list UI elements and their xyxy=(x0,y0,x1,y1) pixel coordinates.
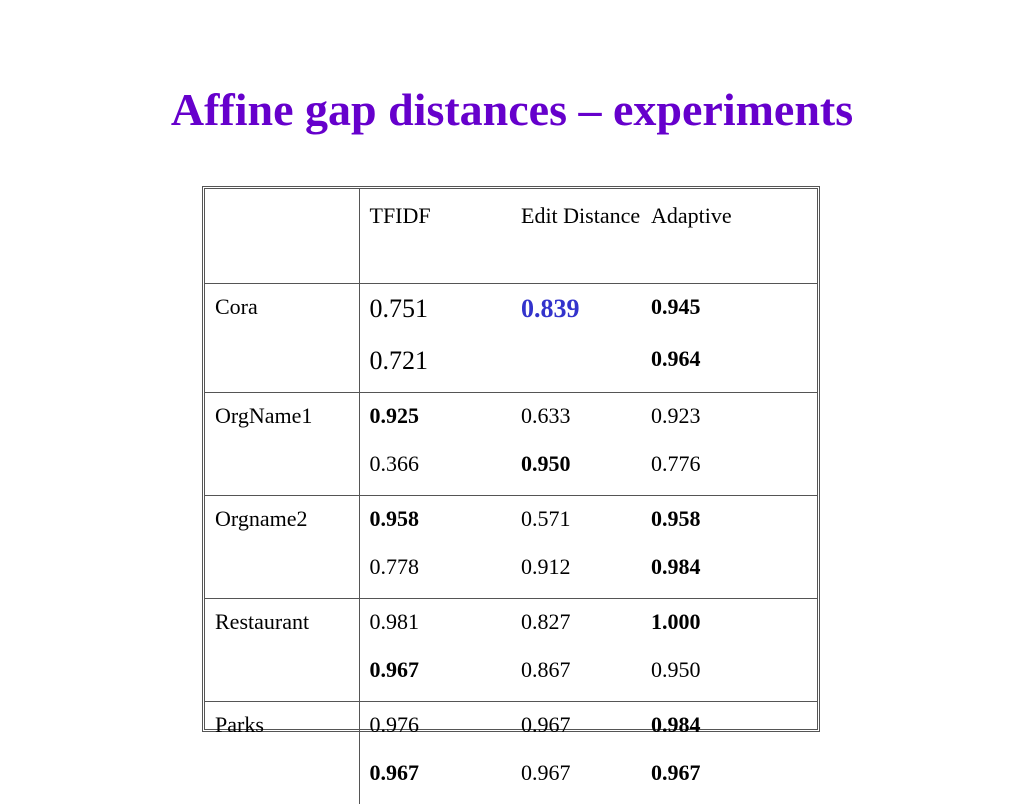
header-tfidf: TFIDF xyxy=(359,189,511,284)
cell-parks-edit-1: 0.967 xyxy=(511,702,641,757)
dataset-label-parks: Parks xyxy=(205,702,359,804)
cell-restaurant-edit-1: 0.827 xyxy=(511,599,641,654)
cell-orgname2-edit-2: 0.912 xyxy=(511,550,641,599)
cell-orgname1-edit-2: 0.950 xyxy=(511,447,641,496)
cell-orgname2-adaptive-1: 0.958 xyxy=(641,496,817,551)
cell-parks-edit-2: 0.967 xyxy=(511,756,641,804)
cell-orgname2-tfidf-2: 0.778 xyxy=(359,550,511,599)
table-row xyxy=(205,702,817,757)
header-empty xyxy=(205,189,359,284)
cell-cora-tfidf-1: 0.751 xyxy=(359,284,511,347)
cell-restaurant-tfidf-1: 0.981 xyxy=(359,599,511,654)
cell-cora-tfidf-2: 0.721 xyxy=(359,346,511,393)
dataset-label-restaurant: Restaurant xyxy=(205,599,359,702)
cell-orgname1-adaptive-2: 0.776 xyxy=(641,447,817,496)
cell-orgname1-tfidf-1: 0.925 xyxy=(359,393,511,448)
cell-orgname1-tfidf-2: 0.366 xyxy=(359,447,511,496)
header-adaptive: Adaptive xyxy=(641,189,817,284)
cell-parks-tfidf-2: 0.967 xyxy=(359,756,511,804)
cell-parks-tfidf-1: 0.976 xyxy=(359,702,511,757)
slide-title: Affine gap distances – experiments xyxy=(0,80,1024,140)
dataset-label-orgname2: Orgname2 xyxy=(205,496,359,599)
cell-parks-adaptive-2: 0.967 xyxy=(641,756,817,804)
cell-cora-adaptive-2: 0.964 xyxy=(641,346,817,393)
table-row xyxy=(205,284,817,347)
results-table xyxy=(202,186,820,732)
cell-cora-edit-1: 0.839 xyxy=(511,284,641,347)
cell-restaurant-adaptive-2: 0.950 xyxy=(641,653,817,702)
dataset-label-cora: Cora xyxy=(205,284,359,393)
table-row xyxy=(205,599,817,654)
table-row xyxy=(205,393,817,448)
cell-parks-adaptive-1: 0.984 xyxy=(641,702,817,757)
cell-orgname1-edit-1: 0.633 xyxy=(511,393,641,448)
header-edit-distance: Edit Distance xyxy=(511,189,641,284)
table-header-row xyxy=(205,189,817,284)
cell-restaurant-edit-2: 0.867 xyxy=(511,653,641,702)
cell-orgname2-adaptive-2: 0.984 xyxy=(641,550,817,599)
cell-orgname1-adaptive-1: 0.923 xyxy=(641,393,817,448)
cell-orgname2-tfidf-1: 0.958 xyxy=(359,496,511,551)
dataset-label-orgname1: OrgName1 xyxy=(205,393,359,496)
cell-cora-edit-2 xyxy=(511,346,641,393)
cell-restaurant-adaptive-1: 1.000 xyxy=(641,599,817,654)
cell-restaurant-tfidf-2: 0.967 xyxy=(359,653,511,702)
cell-orgname2-edit-1: 0.571 xyxy=(511,496,641,551)
cell-cora-adaptive-1: 0.945 xyxy=(641,284,817,347)
table-row xyxy=(205,496,817,551)
